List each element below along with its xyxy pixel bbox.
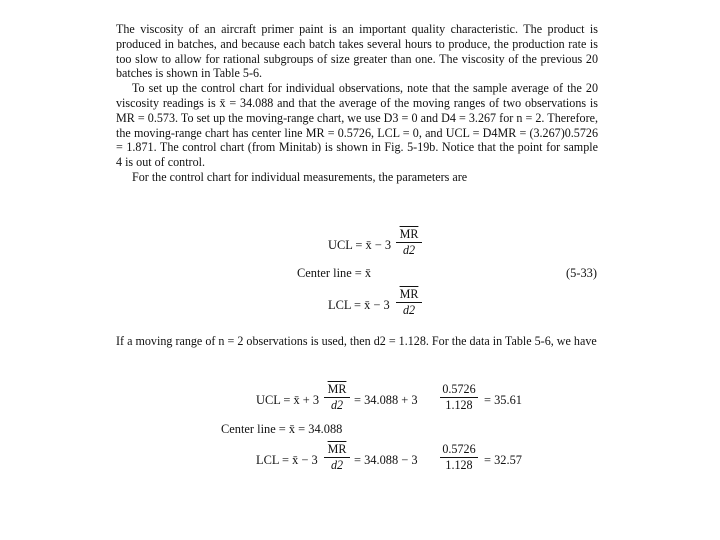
- ucl-worked-mr-fraction: $\overline{MR}$ d2: [324, 383, 350, 412]
- ucl-formula-left: UCL = x̄ − 3: [328, 238, 392, 252]
- ucl-result: = 35.61: [484, 393, 522, 407]
- lcl-worked-mid: = 34.088 − 3: [354, 453, 418, 467]
- center-line-worked: Center line = x̄ = 34.088: [221, 422, 343, 436]
- ucl-fraction: [396, 228, 422, 257]
- paragraph-after-block: [116, 334, 598, 349]
- paragraph-intro: The viscosity of an aircraft primer paint is an important quality characteristic. The product is produced in batches, and because each batch takes several hours to produce, the production rate is too slow to allow for rational subgroups of size greater than one. The viscosity of the previous 20 batches is shown in Table 5-6.: [116, 22, 598, 81]
- mr-symbol: $\overline{MR}$: [399, 287, 419, 301]
- ucl-worked-mid: = 34.088 + 3: [354, 393, 418, 407]
- center-line-formula: Center line = x̄: [297, 266, 372, 280]
- lcl-worked-number-fraction: 0.5726 1.128: [440, 443, 478, 472]
- mr-symbol: $\overline{MR}$: [399, 227, 419, 241]
- lcl-formula-left: LCL = x̄ − 3: [328, 298, 390, 312]
- d2-symbol: d2: [402, 303, 416, 317]
- paragraph-after: If a moving range of n = 2 observations is used, then d2 = 1.128. For the data in Table 5-6, we have: [116, 334, 597, 348]
- equation-number: (5-33): [566, 266, 597, 280]
- lcl-fraction: [396, 288, 422, 317]
- document-body: [116, 22, 598, 185]
- lcl-worked-left: LCL = x̄ − 3: [256, 453, 318, 467]
- lcl-worked-mr-fraction: $\overline{MR}$ d2: [324, 443, 350, 472]
- lcl-result: = 32.57: [484, 453, 522, 467]
- ucl-worked-left: UCL = x̄ + 3: [256, 393, 320, 407]
- d2-symbol: d2: [402, 243, 416, 257]
- paragraph-parameters: For the control chart for individual measurements, the parameters are: [132, 169, 468, 184]
- ucl-worked-number-fraction: 0.5726 1.128: [440, 383, 478, 412]
- paragraph-setup: To set up the control chart for individual observations, note that the sample average of the 20 viscosity readings is x̄ = 34.088 and that the average of the moving ranges of two observations is MR = 0.573. To set up the moving-range chart, we use D3 = 0 and D4 = 3.267 for n = 2. Therefore, the moving-range chart has center line MR = 0.5726, LCL = 0, and UCL = D4MR = (3.267)0.5726 = 1.871. The control chart (from Minitab) is shown in Fig. 5-19b. Notice that the point for sample 4 is out of control.: [116, 81, 598, 170]
